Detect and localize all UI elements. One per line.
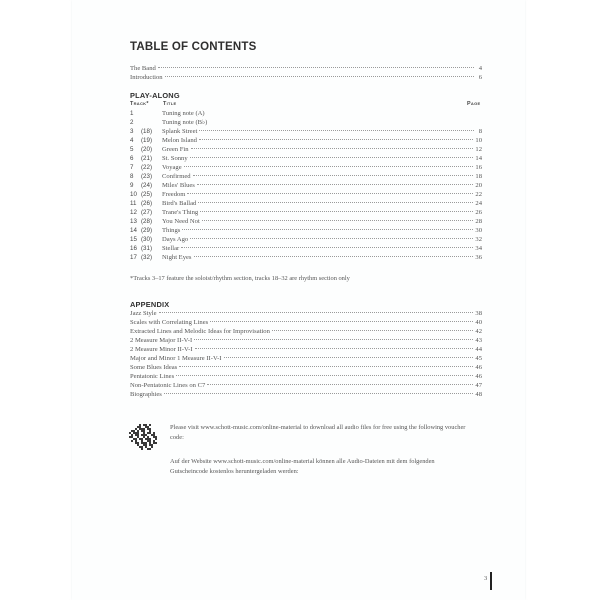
track-row (130, 208, 482, 217)
entry-title: Scales with Correlating Lines (130, 319, 209, 326)
dot-leader (200, 211, 473, 212)
entry-page: 42 (475, 328, 482, 335)
track-title: You Need Not (162, 218, 200, 225)
track-number: 8 (130, 173, 134, 180)
entry-title: Non-Pentatonic Lines on C7 (130, 382, 206, 389)
entry-title: Major and Minor 1 Measure II-V-I (130, 355, 222, 362)
track-number: 13 (130, 218, 137, 225)
entry-title: Biographies (130, 391, 162, 398)
entry-title: Jazz Style (130, 310, 157, 317)
track-alt-number: (26) (141, 200, 153, 207)
track-number: 6 (130, 155, 134, 162)
track-number: 17 (130, 254, 137, 261)
track-alt-number: (31) (141, 245, 153, 252)
appendix-entry (130, 318, 482, 327)
track-page: 30 (475, 227, 482, 234)
track-title: Trane's Thing (162, 209, 199, 216)
track-page: 16 (475, 164, 482, 171)
track-row (130, 226, 482, 235)
entry-title: Introduction (130, 74, 163, 81)
dot-leader (224, 357, 474, 358)
track-page: 28 (475, 218, 482, 225)
track-page: 20 (475, 182, 482, 189)
entry-page: 46 (475, 364, 482, 371)
dot-leader (199, 130, 474, 131)
track-number: 16 (130, 245, 137, 252)
track-page: 34 (475, 245, 482, 252)
dot-leader (202, 220, 474, 221)
dot-leader (272, 330, 474, 331)
track-page: 18 (475, 173, 482, 180)
track-row (130, 199, 482, 208)
track-title: Freedom (162, 191, 186, 198)
section-title-play-along: PLAY-ALONG (130, 91, 180, 100)
track-alt-number: (28) (141, 218, 153, 225)
track-alt-number: (19) (141, 137, 153, 144)
appendix-entry (130, 309, 482, 318)
entry-page: 48 (475, 391, 482, 398)
track-title: Bird's Ballad (162, 200, 197, 207)
appendix-entry (130, 390, 482, 399)
dot-leader (198, 202, 473, 203)
page-number: 3 (484, 575, 488, 582)
track-alt-number: (22) (141, 164, 153, 171)
dot-leader (191, 148, 474, 149)
track-title: Miles' Blues (162, 182, 195, 189)
entry-page: 47 (475, 382, 482, 389)
entry-page: 40 (475, 319, 482, 326)
track-page: 8 (478, 128, 482, 135)
track-number: 4 (130, 137, 134, 144)
entry-title: 2 Measure Major II-V-I (130, 337, 193, 344)
entry-page: 44 (475, 346, 482, 353)
dot-leader (197, 184, 474, 185)
dot-leader (210, 321, 473, 322)
dot-leader (187, 193, 473, 194)
track-alt-number: (23) (141, 173, 153, 180)
track-alt-number: (32) (141, 254, 153, 261)
track-title: Melon Island (162, 137, 197, 144)
track-number: 9 (130, 182, 134, 189)
entry-page: 46 (475, 373, 482, 380)
dot-leader (190, 238, 473, 239)
track-number: 3 (130, 128, 134, 135)
track-page: 36 (475, 254, 482, 261)
track-page: 10 (475, 137, 482, 144)
track-row (130, 109, 482, 118)
dot-leader (182, 229, 473, 230)
track-page: 26 (475, 209, 482, 216)
dot-leader (194, 339, 473, 340)
dot-leader (179, 366, 473, 367)
page-title: TABLE OF CONTENTS (130, 41, 257, 53)
dot-leader (207, 384, 473, 385)
track-alt-number: (30) (141, 236, 153, 243)
track-alt-number: (21) (141, 155, 153, 162)
entry-page: 43 (475, 337, 482, 344)
track-number: 10 (130, 191, 137, 198)
appendix-entry (130, 327, 482, 336)
track-row (130, 235, 482, 244)
track-title: St. Sonny (162, 155, 188, 162)
track-alt-number: (25) (141, 191, 153, 198)
dot-leader (165, 76, 474, 77)
dot-leader (190, 157, 474, 158)
track-row (130, 163, 482, 172)
track-number: 14 (130, 227, 137, 234)
dot-leader (164, 393, 474, 394)
track-row (130, 118, 482, 127)
column-header-track: Track* (130, 101, 149, 107)
tracks-footnote: *Tracks 3–17 feature the soloist/rhythm section, tracks 18–32 are rhythm section only (130, 275, 350, 282)
track-alt-number: (18) (141, 128, 153, 135)
appendix-entry (130, 345, 482, 354)
track-alt-number: (29) (141, 227, 153, 234)
track-number: 5 (130, 146, 134, 153)
track-title: Things (162, 227, 181, 234)
dot-leader (199, 139, 473, 140)
folio-bar (490, 572, 492, 590)
track-row (130, 127, 482, 136)
track-row (130, 244, 482, 253)
dot-leader (176, 375, 473, 376)
entry-title: 2 Measure Minor II-V-I (130, 346, 193, 353)
track-title: Days Ago (162, 236, 189, 243)
track-number: 1 (130, 110, 134, 117)
column-header-page: Page (467, 101, 481, 107)
appendix-entry (130, 381, 482, 390)
track-page: 24 (475, 200, 482, 207)
track-title: Green Fin (162, 146, 189, 153)
track-title: Stellar (162, 245, 180, 252)
dot-leader (194, 256, 474, 257)
track-row (130, 172, 482, 181)
book-page (72, 0, 525, 600)
voucher-text-german: Auf der Website www.schott-music.com/online-material können alle Audio-Dateien mit dem folgenden Gutscheincode kostenlos heruntergeladen werden: (170, 458, 435, 475)
toc-entry (130, 73, 482, 82)
entry-page: 4 (478, 65, 482, 72)
dot-leader (158, 67, 474, 68)
appendix-entry (130, 354, 482, 363)
entry-title: The Band (130, 65, 156, 72)
track-number: 11 (130, 200, 137, 207)
track-alt-number: (27) (141, 209, 153, 216)
track-page: 14 (475, 155, 482, 162)
toc-entry (130, 64, 482, 73)
entry-page: 6 (478, 74, 482, 81)
dot-leader (193, 175, 474, 176)
track-row (130, 190, 482, 199)
track-row (130, 217, 482, 226)
track-number: 7 (130, 164, 134, 171)
qr-code-icon (129, 424, 157, 450)
track-number: 12 (130, 209, 137, 216)
appendix-entry (130, 372, 482, 381)
track-title: Tuning note (A) (162, 110, 205, 117)
appendix-entry (130, 336, 482, 345)
track-number: 2 (130, 119, 134, 126)
entry-title: Pentatonic Lines (130, 373, 175, 380)
appendix-entry (130, 363, 482, 372)
track-title: Splank Street (162, 128, 198, 135)
track-title: Night Eyes (162, 254, 192, 261)
dot-leader (181, 247, 473, 248)
track-page: 12 (475, 146, 482, 153)
entry-title: Extracted Lines and Melodic Ideas for Improvisation (130, 328, 270, 335)
section-title-appendix: APPENDIX (130, 300, 170, 309)
column-header-title: Title (163, 101, 177, 107)
dot-leader (159, 312, 474, 313)
track-page: 22 (475, 191, 482, 198)
track-title: Tuning note (B♭) (162, 119, 208, 126)
track-number: 15 (130, 236, 137, 243)
track-alt-number: (24) (141, 182, 153, 189)
track-row (130, 154, 482, 163)
dot-leader (195, 348, 474, 349)
entry-page: 45 (475, 355, 482, 362)
track-alt-number: (20) (141, 146, 153, 153)
dot-leader (184, 166, 474, 167)
track-row (130, 181, 482, 190)
entry-title: Some Blues Ideas (130, 364, 178, 371)
track-title: Confirmed (162, 173, 191, 180)
track-title: Voyage (162, 164, 182, 171)
entry-page: 38 (475, 310, 482, 317)
track-page: 32 (475, 236, 482, 243)
voucher-text-english: Please visit www.schott-music.com/online-material to download all audio files for free using the following voucher code: (170, 424, 466, 441)
track-row (130, 136, 482, 145)
track-row (130, 145, 482, 154)
track-row (130, 253, 482, 262)
